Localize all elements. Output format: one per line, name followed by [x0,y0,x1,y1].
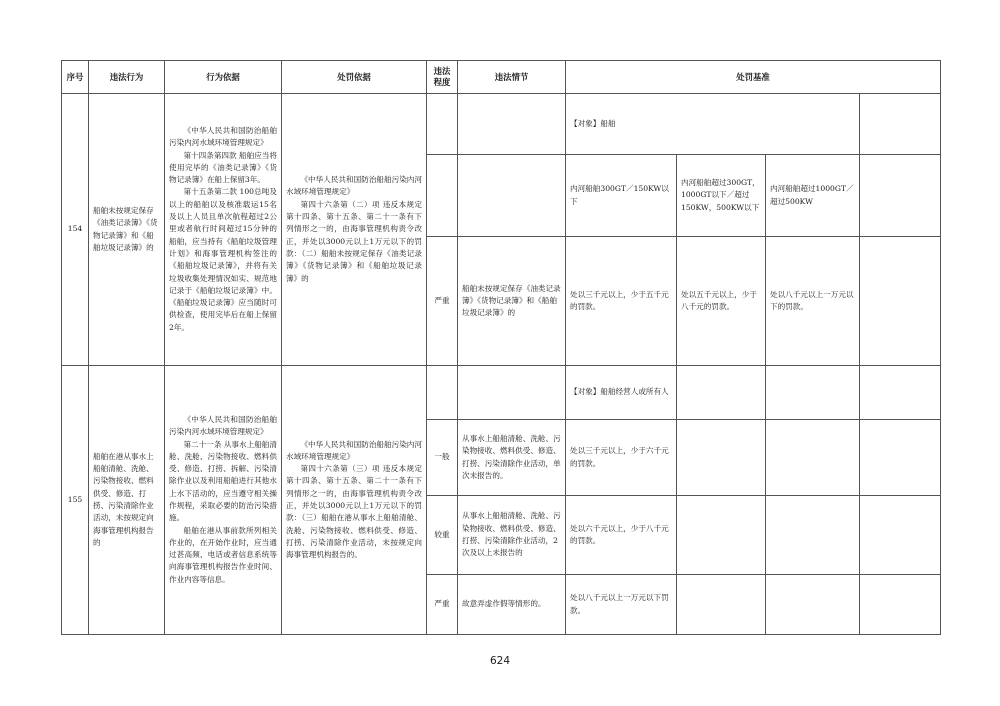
fine-cell: 处以六千元以上，少于八千元的罚款。 [566,496,677,575]
degree-cell: 一般 [427,420,458,496]
blank-cell [860,420,941,496]
penalty-standard-table [61,60,941,635]
blank-cell [860,496,941,575]
header-seq: 序号 [62,61,89,94]
basis-paragraph: 第十五条第二款 100总吨及以上的船舶以及核准载运15名及以上人员且单次航程超过2公里或者航行时间超过15分钟的船舶，应当持有《船舶垃圾管理计划》和海事管理机构签注的《船舶垃圾记录簿》，并将有关垃圾收集处理情况如实、规范地记录于《船舶垃圾记录簿》中。《船舶垃圾记录簿》应当随时可供检查，使用完毕后在船上保留2年。 [169,187,277,332]
table-row [62,366,941,420]
fine-cell: 处以八千元以上一万元以下的罚款。 [766,237,860,366]
basis-paragraph: 第二十一条 从事水上船舶清舱、洗舱、污染物接收、燃料供受、修造、打捞、拆解、污染清除作业以及利用船舶进行其他水上水下活动的，应当遵守相关操作规程，采取必要的防治污染措施。 [169,439,277,523]
blank-cell [860,237,941,366]
table-header-row [62,61,941,94]
blank-cell [677,420,766,496]
basis-paragraph: 《中华人民共和国防治船舶污染内河水域环境管理规定》 [169,125,277,148]
header-degree: 违法 程度 [427,61,458,94]
blank-cell [766,420,860,496]
blank-cell [677,366,766,420]
row-behavior: 船舶在港从事水上船舶清舱、洗舱、污染物接收、燃料供受、修造、打捞、污染清除作业活动，未按规定向海事管理机构报告的 [89,366,165,635]
circumstance-cell-empty [458,155,566,237]
blank-cell [677,575,766,635]
fine-cell: 处以五千元以上，少于八千元的罚款。 [677,237,766,366]
table-row [62,94,941,155]
circumstance-cell-empty [458,94,566,155]
blank-cell [766,366,860,420]
fine-cell: 处以三千元以上，少于五千元的罚款。 [566,237,677,366]
basis-paragraph: 《中华人民共和国防治船舶污染内河水域环境管理规定》 [169,414,277,437]
degree-cell-empty [427,94,458,155]
circumstance-cell: 从事水上船舶清舱、洗舱、污染物接收、燃料供受、修造、打捞、污染清除作业活动，2次及以上未报告的 [458,496,566,575]
row-behavior: 船舶未按规定保存《油类记录簿》《货物记录簿》和《船舶垃圾记录簿》的 [89,94,165,366]
degree-cell: 严重 [427,237,458,366]
degree-cell: 严重 [427,575,458,635]
circumstance-cell: 船舶未按规定保存《油类记录簿》《货物记录簿》和《船舶垃圾记录簿》的 [458,237,566,366]
blank-cell [766,575,860,635]
row-basis [165,366,282,635]
circumstance-cell: 故意弄虚作假等情形的。 [458,575,566,635]
blank-cell [860,366,941,420]
header-circumstance: 违法情节 [458,61,566,94]
degree-cell-empty [427,366,458,420]
penalty-basis-paragraph: 《中华人民共和国防治船舶污染内河水域环境管理规定》 [286,439,422,461]
header-basis: 行为依据 [165,61,282,94]
blank-cell [860,94,941,155]
header-behavior: 违法行为 [89,61,165,94]
blank-cell [860,155,941,237]
degree-cell-empty [427,155,458,237]
row-penalty-basis [282,366,427,635]
fine-cell: 处以三千元以上，少于六千元的罚款。 [566,420,677,496]
degree-cell: 较重 [427,496,458,575]
object-cell: 【对象】船舶 [566,94,860,155]
penalty-basis-paragraph: 第四十六条第（三）项 违反本规定第十四条、第十五条、第二十一条有下列情形之一的，由海事管理机构责令改正，并处以3000元以上1万元以下的罚款：（三）船舶在港从事水上船舶清舱、洗舱、污染物接收、燃料供受、修造、打捞、污染清除作业活动，未按规定向海事管理机构报告的。 [286,464,422,560]
blank-cell [766,496,860,575]
row-seq: 155 [62,366,89,635]
blank-cell [860,575,941,635]
blank-cell [677,496,766,575]
tier-cell: 内河船舶超过300GT，1000GT以下／超过150KW，500KW以下 [677,155,766,237]
object-cell: 【对象】船舶经营人或所有人 [566,366,677,420]
basis-paragraph: 船舶在港从事前款所列相关作业的，在开始作业时，应当通过甚高频、电话或者信息系统等向海事管理机构报告作业时间、作业内容等信息。 [169,525,277,584]
row-basis [165,94,282,366]
header-standard: 处罚基准 [566,61,941,94]
penalty-basis-paragraph: 《中华人民共和国防治船舶污染内河水域环境管理规定》 [286,175,422,197]
row-penalty-basis [282,94,427,366]
fine-cell: 处以八千元以上一万元以下罚款。 [566,575,677,635]
tier-cell: 内河船舶超过1000GT／超过500KW [766,155,860,237]
circumstance-cell: 从事水上船舶清舱、洗舱、污染物接收、燃料供受、修造、打捞、污染清除作业活动，单次未报告的。 [458,420,566,496]
basis-paragraph: 第十四条第四款 船舶应当将使用完毕的《油类记录簿》《货物记录簿》在船上保留3年。 [169,150,277,185]
page-number: 624 [489,655,511,667]
tier-cell: 内河船舶300GT／150KW以下 [566,155,677,237]
circumstance-cell-empty [458,366,566,420]
row-seq: 154 [62,94,89,366]
header-penalty-basis: 处罚依据 [282,61,427,94]
penalty-basis-paragraph: 第四十六条第（二）项 违反本规定第十四条、第十五条、第二十一条有下列情形之一的，由海事管理机构责令改正，并处以3000元以上1万元以下的罚款：（二）船舶未按规定保存《油类记录簿》《货物记录簿》和《船舶垃圾记录簿》的 [286,199,422,283]
